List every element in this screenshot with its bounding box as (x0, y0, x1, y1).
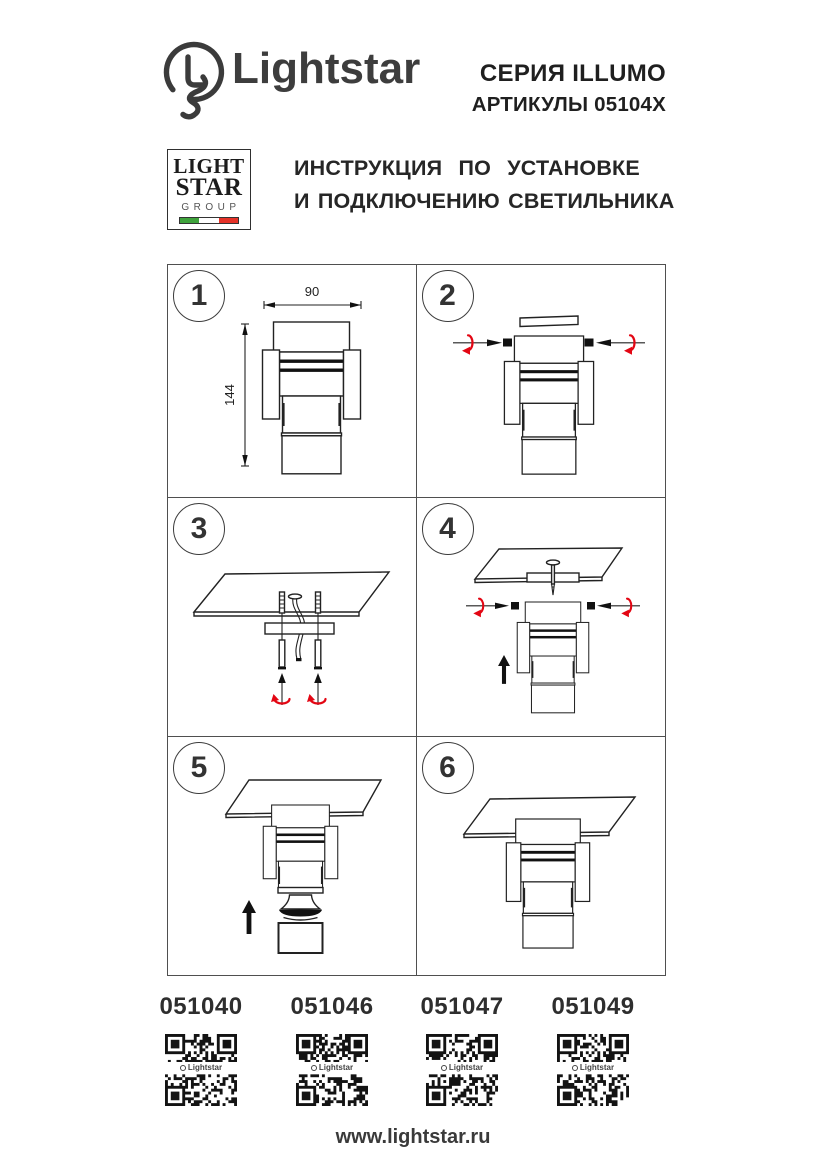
group-logo-line3: GROUP (181, 202, 241, 213)
article-code: 051040 (159, 993, 243, 1020)
lamp-rim (278, 888, 323, 894)
qr-logo-label: Lightstar (318, 1063, 354, 1072)
screw-icon (587, 602, 595, 610)
series-articles: АРТИКУЛЫ 05104X (471, 93, 666, 116)
mounting-bar (265, 623, 334, 634)
qr-logo-band (557, 1062, 629, 1074)
page-title (294, 152, 674, 217)
step-2-panel (417, 265, 666, 498)
step-number-badge: 5 (173, 742, 225, 794)
screw-icon (584, 339, 593, 347)
detached-cover-plate (520, 316, 578, 327)
italian-flag-stripe (179, 217, 239, 224)
screw-icon (278, 613, 286, 669)
flag-white (199, 218, 218, 223)
qr-logo-label: Lightstar (187, 1063, 223, 1072)
dimension-width (264, 284, 361, 309)
screw-up-arrow (271, 673, 290, 705)
article-051046 (267, 993, 397, 1106)
article-code: 051047 (420, 993, 504, 1020)
lightstar-bulb-mini-icon (572, 1065, 578, 1071)
group-logo-line1: LIGHT (173, 154, 245, 178)
anchor-icon (280, 592, 285, 613)
fixture-drawing (504, 336, 593, 474)
flag-red (219, 218, 238, 223)
website-url: www.lightstar.ru (335, 1126, 491, 1148)
insert-arrow-left (466, 599, 509, 618)
step-number-badge: 1 (173, 270, 225, 322)
installation-steps-grid (167, 264, 666, 976)
fixture-drawing (263, 805, 337, 889)
step-number-badge: 4 (422, 503, 474, 555)
step-3-panel (168, 498, 417, 737)
screw-up-arrow (307, 673, 326, 705)
step-5-panel (168, 737, 417, 975)
bulb-icon (279, 895, 322, 920)
group-logo-line2: STAR (175, 174, 243, 201)
article-051040 (136, 993, 266, 1106)
qr-code (426, 1034, 498, 1106)
insert-arrow-right (596, 335, 645, 355)
qr-code (296, 1034, 368, 1106)
qr-code (557, 1034, 629, 1106)
qr-logo-band (296, 1062, 368, 1074)
screw-icon (503, 339, 512, 347)
lightstar-bulb-icon (158, 36, 234, 130)
article-051047 (397, 993, 527, 1106)
fixture-drawing (263, 322, 361, 474)
article-code: 051049 (551, 993, 635, 1020)
fixture-drawing (506, 819, 589, 948)
qr-logo-band (165, 1062, 237, 1074)
brand-wordmark: Lightstar (232, 44, 421, 93)
lightstar-bulb-mini-icon (311, 1065, 317, 1071)
qr-logo-label: Lightstar (448, 1063, 484, 1072)
lift-up-arrow (242, 900, 256, 934)
step-number-badge: 6 (422, 742, 474, 794)
qr-code (165, 1034, 237, 1106)
step-number-badge: 3 (173, 503, 225, 555)
article-051049 (528, 993, 658, 1106)
flag-green (180, 218, 199, 223)
svg-text:90: 90 (304, 284, 320, 299)
step-number-badge: 2 (422, 270, 474, 322)
article-code: 051046 (290, 993, 374, 1020)
page-title-line2: И ПОДКЛЮЧЕНИЮ СВЕТИЛЬНИКА (294, 188, 675, 213)
fixture-drawing (517, 602, 589, 713)
svg-text:144: 144 (222, 384, 237, 406)
series-block (472, 60, 666, 117)
lightstar-bulb-mini-icon (441, 1065, 447, 1071)
insert-arrow-right (597, 599, 640, 618)
lightstar-bulb-mini-icon (180, 1065, 186, 1071)
qr-logo-band (426, 1062, 498, 1074)
lightstar-group-logo (167, 149, 251, 230)
insert-arrow-left (453, 335, 502, 355)
page-title-line1: ИНСТРУКЦИЯ ПО УСТАНОВКЕ (294, 156, 640, 180)
dimension-height (222, 324, 249, 466)
step-1-panel (168, 265, 417, 498)
screw-icon (314, 613, 322, 669)
step-4-panel (417, 498, 666, 737)
lift-up-arrow (498, 655, 510, 684)
anchor-icon (316, 592, 321, 613)
series-name: СЕРИЯ ILLUMO (479, 60, 666, 87)
screw-icon (511, 602, 519, 610)
step-6-panel (417, 737, 666, 975)
shade-cylinder (279, 923, 323, 953)
qr-logo-label: Lightstar (579, 1063, 615, 1072)
